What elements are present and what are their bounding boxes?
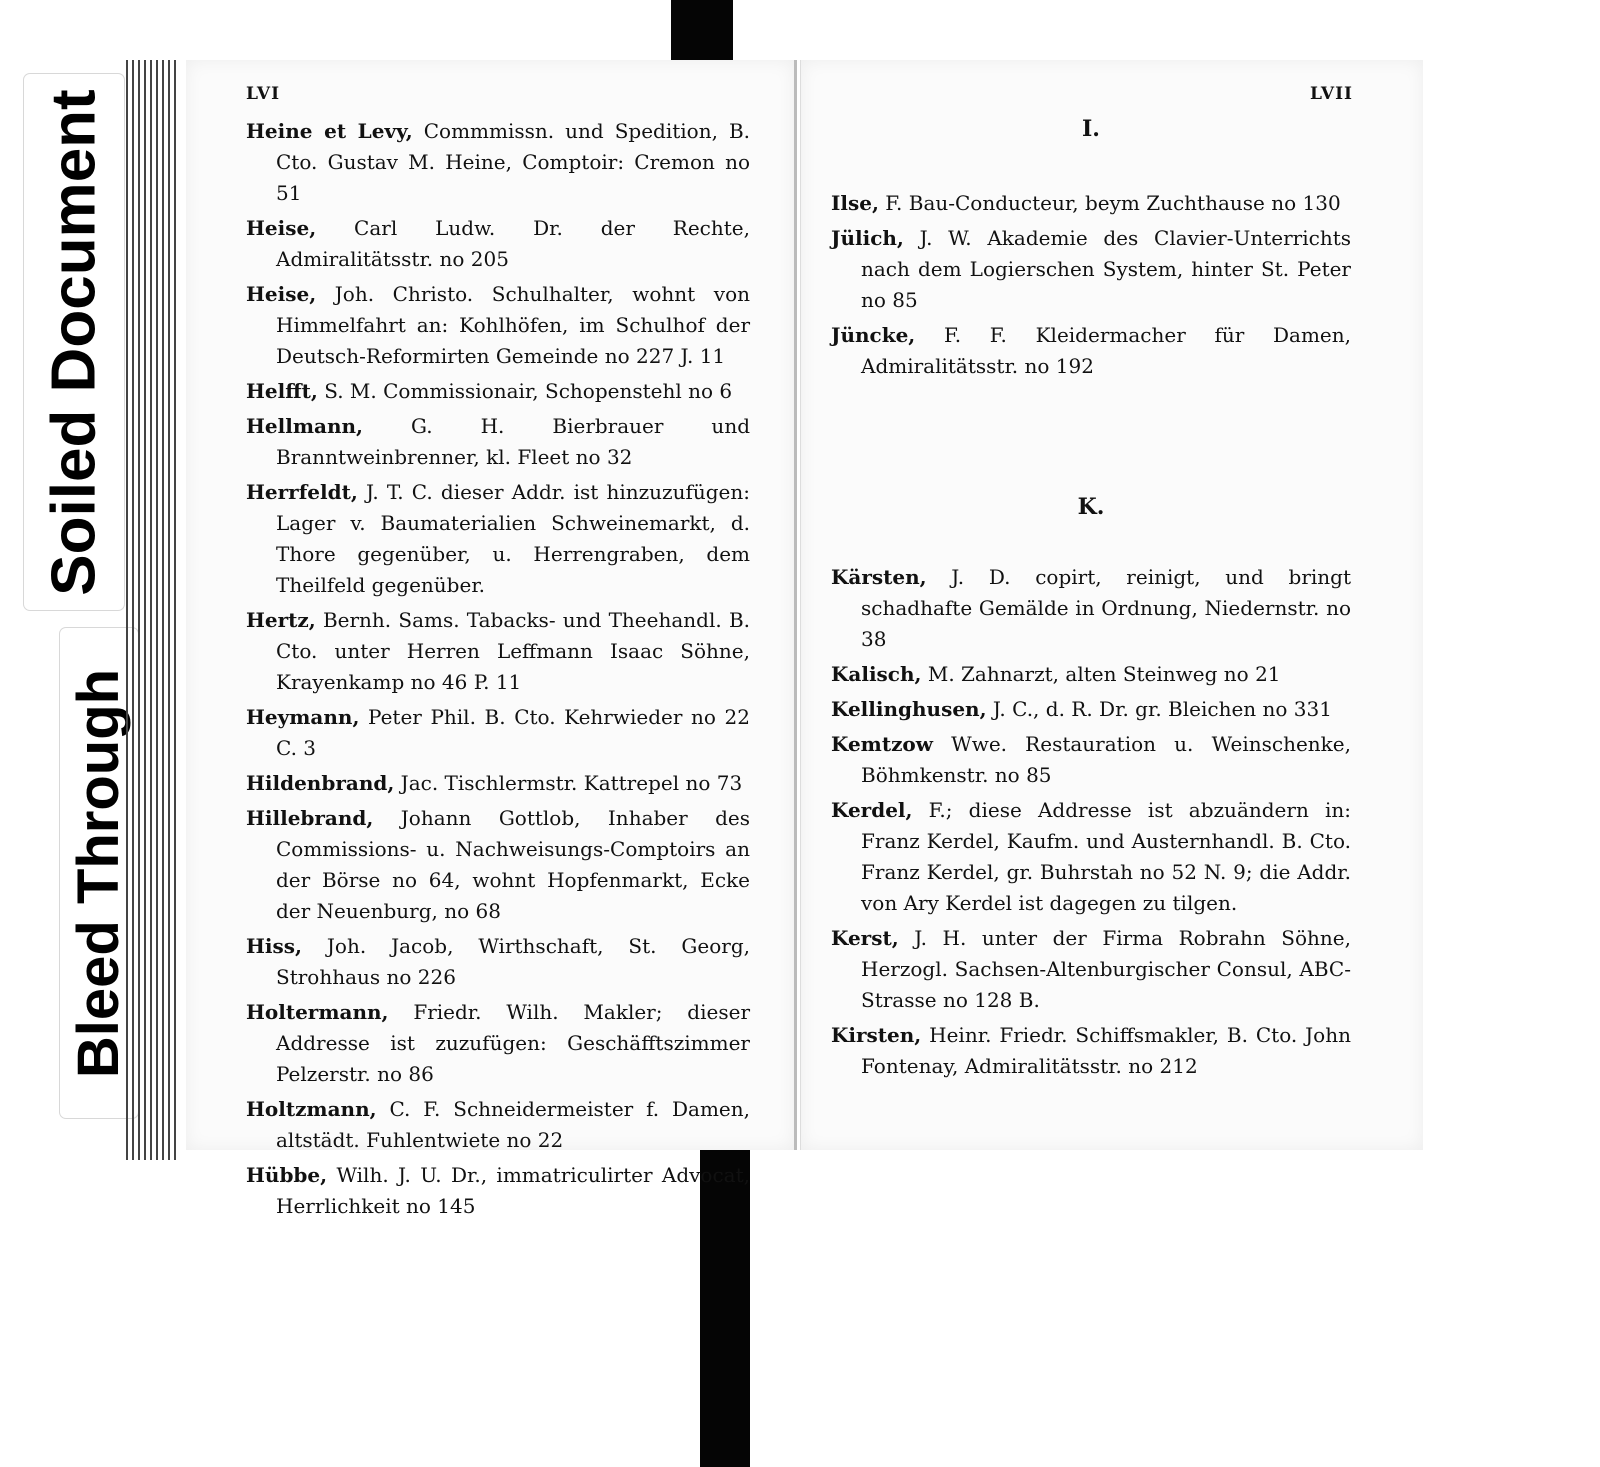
- directory-entry: Kemtzow Wwe. Restauration u. Weinschenke, Böhmkenstr. no 85: [831, 732, 1351, 787]
- left-page-number: LVI: [246, 84, 281, 104]
- directory-entry: Kalisch, M. Zahnarzt, alten Steinweg no 21: [831, 662, 1281, 686]
- left-page: [186, 60, 797, 1218]
- directory-entry: Hiss, Joh. Jacob, Wirthschaft, St. Georg, Strohhaus no 226: [246, 934, 750, 989]
- bleed-through-text: Bleed Through: [66, 668, 132, 1078]
- section-heading-i: I.: [1082, 116, 1100, 142]
- directory-entry: Hellmann, G. H. Bierbrauer und Branntweinbrenner, kl. Fleet no 32: [246, 414, 750, 469]
- directory-entry: Kerst, J. H. unter der Firma Robrahn Söhne, Herzogl. Sachsen-Altenburgischer Consul, ABC-Strasse no 128 B.: [831, 926, 1351, 1012]
- directory-entry: Holtermann, Friedr. Wilh. Makler; dieser Addresse ist zuzufügen: Geschäfftszimmer Pelzerstr. no 86: [246, 1000, 750, 1086]
- directory-entry: Helfft, S. M. Commissionair, Schopenstehl no 6: [246, 379, 733, 403]
- directory-entry: Heine et Levy, Commmissn. und Spedition, B. Cto. Gustav M. Heine, Comptoir: Cremon no 51: [246, 119, 750, 205]
- directory-entry: Jülich, J. W. Akademie des Clavier-Unterrichts nach dem Logierschen System, hinter St. Peter no 85: [831, 226, 1351, 312]
- soiled-document-label: [24, 74, 124, 610]
- right-page: [800, 60, 1423, 1150]
- directory-entry: Hildenbrand, Jac. Tischlermstr. Kattrepel no 73: [246, 771, 743, 795]
- directory-entry: Hertz, Bernh. Sams. Tabacks- und Theehandl. B. Cto. unter Herren Leffmann Isaac Söhne, Krayenkamp no 46 P. 11: [246, 608, 750, 694]
- page-stack-edges: [126, 60, 186, 1160]
- directory-entry: Heise, Carl Ludw. Dr. der Rechte, Admiralitätsstr. no 205: [246, 216, 750, 271]
- section-i-entries: [831, 188, 1351, 386]
- directory-entry: Heise, Joh. Christo. Schulhalter, wohnt von Himmelfahrt an: Kohlhöfen, im Schulhof der Deutsch-Reformirten Gemeinde no 227 J. 11: [246, 282, 750, 368]
- directory-entry: Hillebrand, Johann Gottlob, Inhaber des Commissions- u. Nachweisungs-Comptoirs an der Börse no 64, wohnt Hopfenmarkt, Ecke der Neuenburg, no 68: [246, 806, 750, 923]
- section-heading-k: K.: [1077, 494, 1105, 520]
- directory-entry: Holtzmann, C. F. Schneidermeister f. Damen, altstädt. Fuhlentwiete no 22: [246, 1097, 750, 1152]
- directory-entry: Heymann, Peter Phil. B. Cto. Kehrwieder no 22 C. 3: [246, 705, 750, 760]
- soiled-document-text: Soiled Document: [39, 88, 109, 596]
- directory-entry: Kerdel, F.; diese Addresse ist abzuändern in: Franz Kerdel, Kaufm. und Austernhandl. B. Cto. Franz Kerdel, gr. Buhrstah no 52 N. 9; die Addr. von Ary Kerdel ist dagegen zu tilgen.: [831, 798, 1351, 915]
- directory-entry: Kärsten, J. D. copirt, reinigt, und bringt schadhafte Gemälde in Ordnung, Niedernstr. no 38: [831, 565, 1351, 651]
- directory-entry: Kirsten, Heinr. Friedr. Schiffsmakler, B. Cto. John Fontenay, Admiralitätsstr. no 212: [831, 1023, 1351, 1078]
- directory-entry: Hübbe, Wilh. J. U. Dr., immatriculirter Advocat, Herrlichkeit no 145: [246, 1163, 750, 1218]
- directory-entry: Ilse, F. Bau-Conducteur, beym Zuchthause no 130: [831, 191, 1341, 215]
- directory-entry: Jüncke, F. F. Kleidermacher für Damen, Admiralitätsstr. no 192: [831, 323, 1351, 378]
- section-k-entries: [831, 562, 1351, 1086]
- left-page-entries: [246, 116, 750, 1226]
- directory-entry: Herrfeldt, J. T. C. dieser Addr. ist hinzuzufügen: Lager v. Baumaterialien Schweinemarkt, d. Thore gegenüber, u. Herrengraben, dem Theilfeld gegenüber.: [246, 480, 750, 597]
- directory-entry: Kellinghusen, J. C., d. R. Dr. gr. Bleichen no 331: [831, 697, 1332, 721]
- right-page-number: LVII: [1309, 84, 1353, 104]
